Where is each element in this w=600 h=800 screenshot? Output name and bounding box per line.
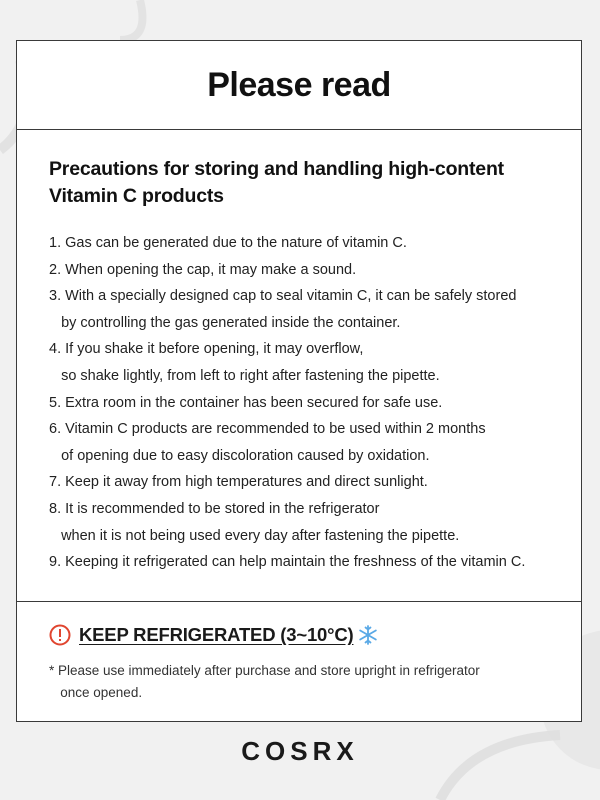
snowflake-icon	[357, 624, 379, 646]
list-item: by controlling the gas generated inside the container.	[49, 314, 401, 331]
notice-card	[16, 40, 582, 722]
list-item: 7. Keep it away from high temperatures and direct sunlight.	[49, 474, 428, 491]
note-line-1: * Please use immediately after purchase and store upright in refrigerator	[49, 663, 480, 678]
note-line-2: once opened.	[49, 685, 143, 700]
list-item: 1. Gas can be generated due to the nature of vitamin C.	[49, 235, 407, 251]
list-item: so shake lightly, from left to right after fastening the pipette.	[49, 367, 440, 384]
list-item: when it is not being used every day after fastening the pipette.	[49, 527, 460, 544]
list-item: 3. With a specially designed cap to seal vitamin C, it can be safely stored	[49, 288, 517, 305]
precautions-list	[49, 230, 581, 576]
section-title	[49, 156, 581, 210]
card-header	[17, 41, 581, 130]
keep-refrigerated-row	[49, 622, 581, 648]
list-item: 4. If you shake it before opening, it may overflow,	[49, 341, 364, 358]
brand-logo: COSRX	[241, 736, 359, 766]
page-title: Please read	[207, 65, 391, 104]
section-title-line-1: Precautions for storing and handling high-content	[49, 158, 504, 180]
storage-note	[49, 660, 581, 704]
warning-icon	[49, 624, 71, 646]
refrigeration-notice	[17, 602, 581, 704]
list-item: 6. Vitamin C products are recommended to be used within 2 months	[49, 421, 486, 438]
list-item: 8. It is recommended to be stored in the refrigerator	[49, 500, 380, 517]
list-item: of opening due to easy discoloration caused by oxidation.	[49, 447, 430, 464]
list-item: 2. When opening the cap, it may make a sound.	[49, 261, 357, 278]
list-item: 9. Keeping it refrigerated can help maintain the freshness of the vitamin C.	[49, 554, 526, 571]
list-item: 5. Extra room in the container has been secured for safe use.	[49, 394, 443, 411]
section-title-line-2: Vitamin C products	[49, 185, 224, 207]
precautions-section	[17, 130, 581, 602]
keep-refrigerated-label: KEEP REFRIGERATED (3~10°C)	[79, 624, 354, 645]
